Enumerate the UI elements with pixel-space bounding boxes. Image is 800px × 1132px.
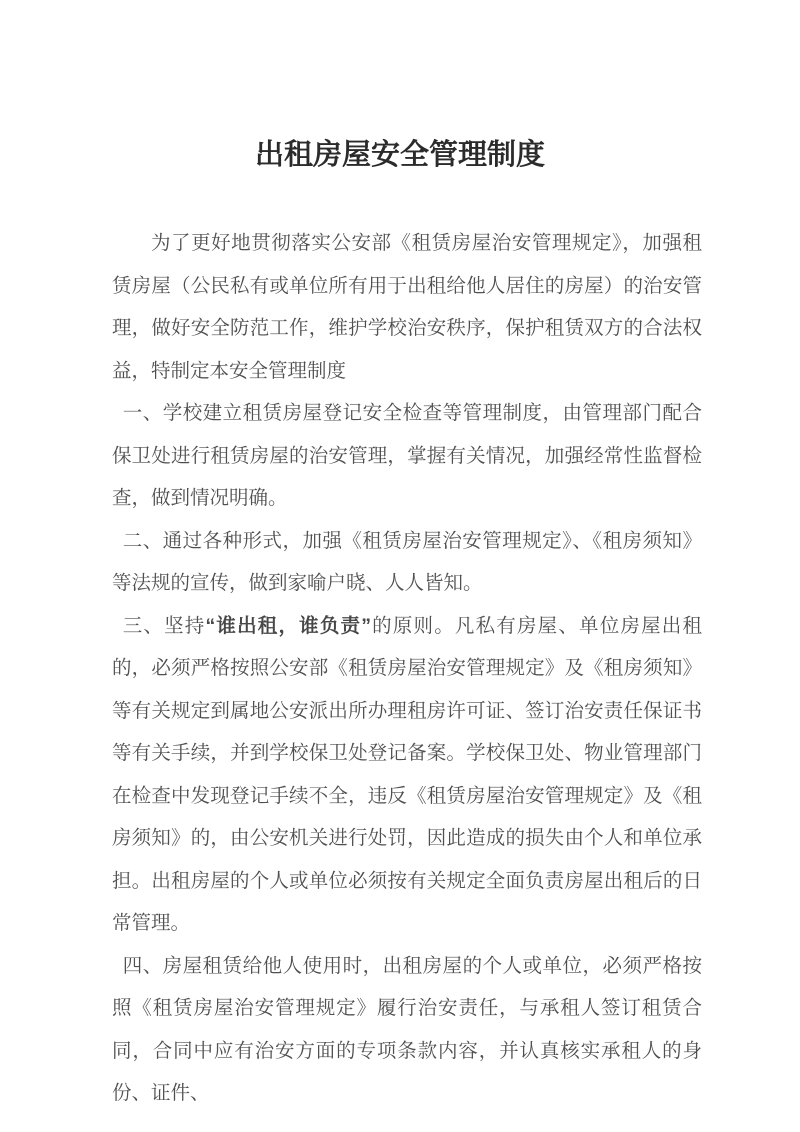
paragraph: 四、房屋租赁给他人使用时，出租房屋的个人或单位，必须严格按照《租赁房屋治安管理规定》履行治安责任，与承租人签订租赁合同，合同中应有治安方面的专项条款内容，并认真核实承租人的身份、证件、 (112, 954, 702, 1104)
paragraph: 一、学校建立租赁房屋登记安全检查等管理制度，由管理部门配合保卫处进行租赁房屋的治安管理，掌握有关情况，加强经常性监督检查，做到情况明确。 (112, 402, 702, 509)
paragraph: 三、坚持“谁出租，谁负责”的原则。凡私有房屋、单位房屋出租的，必须严格按照公安部《租赁房屋治安管理规定》及《租房须知》等有关规定到属地公安派出所办理租房许可证、签订治安责任保证书等有关手续，并到学校保卫处登记备案。学校保卫处、物业管理部门在检查中发现登记手续不全，违反《租赁房屋治安管理规定》及《租房须知》的，由公安机关进行处罚，因此造成的损失由个人和单位承担。出租房屋的个人或单位必须按有关规定全面负责房屋出租后的日常管理。 (112, 614, 702, 934)
paragraph: 为了更好地贯彻落实公安部《租赁房屋治安管理规定》，加强租赁房屋（公民私有或单位所有用于出租给他人居住的房屋）的治安管理，做好安全防范工作，维护学校治安秩序，保护租赁双方的合法权益，特制定本安全管理制度 (112, 232, 702, 382)
document-title: 出租房屋安全管理制度 (254, 139, 545, 171)
document-body (0, 222, 800, 1115)
paragraph: 二、通过各种形式，加强《租赁房屋治安管理规定》、《租房须知》等法规的宣传，做到家喻户晓、人人皆知。 (112, 529, 702, 594)
emphasized-phrase: “谁出租，谁负责” (205, 614, 371, 637)
